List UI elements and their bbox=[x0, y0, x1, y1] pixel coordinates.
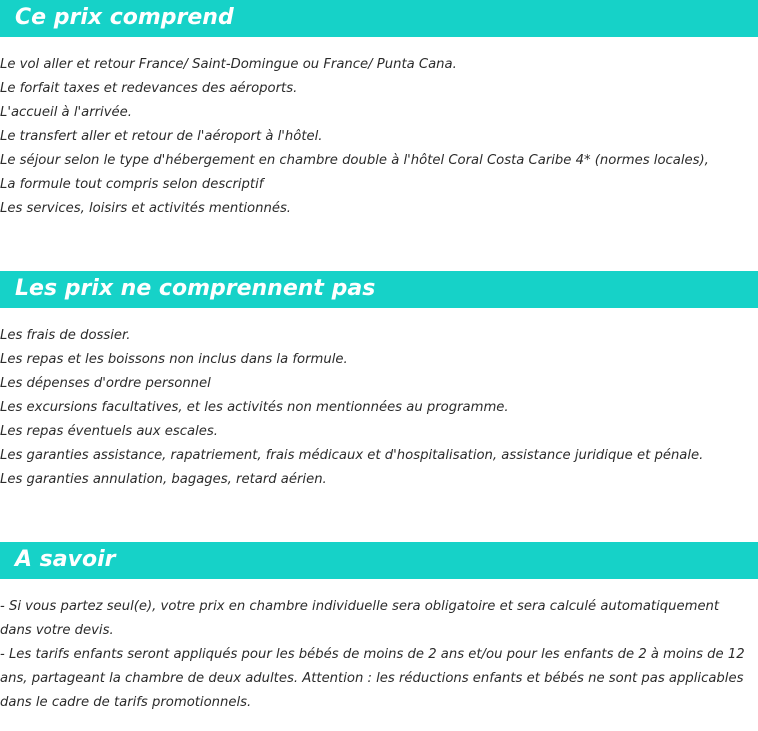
list-item: Les dépenses d'ordre personnel bbox=[0, 376, 211, 391]
list-item: Le séjour selon le type d'hébergement en chambre double à l'hôtel Coral Costa Caribe 4* (normes locales), bbox=[0, 153, 709, 168]
list-item: Le transfert aller et retour de l'aéroport à l'hôtel. bbox=[0, 129, 323, 144]
excluded-header bbox=[0, 271, 758, 308]
list-item: Les excursions facultatives, et les activités non mentionnées au programme. bbox=[0, 400, 509, 415]
list-item: Les frais de dossier. bbox=[0, 328, 131, 343]
list-item: Le vol aller et retour France/ Saint-Domingue ou France/ Punta Cana. bbox=[0, 57, 457, 72]
good-to-know-title: A savoir bbox=[15, 547, 116, 572]
note-paragraph: - Si vous partez seul(e), votre prix en chambre individuelle sera obligatoire et sera calculé automatiquement dans votre devis. bbox=[0, 599, 720, 638]
list-item: L'accueil à l'arrivée. bbox=[0, 105, 132, 120]
good-to-know-section bbox=[0, 542, 758, 710]
excluded-title: Les prix ne comprennent pas bbox=[15, 276, 376, 301]
list-item: Les services, loisirs et activités mentionnés. bbox=[0, 201, 292, 216]
note-paragraph: - Les tarifs enfants seront appliqués pour les bébés de moins de 2 ans et/ou pour les enfants de 2 à moins de 12 ans, partageant la chambre de deux adultes. Attention : les réductions enfants et bébés ne sont pas applicables dans le cadre de tarifs promotionnels. bbox=[0, 647, 745, 710]
list-item: Les repas éventuels aux escales. bbox=[0, 424, 218, 439]
good-to-know-body bbox=[0, 595, 750, 715]
excluded-section bbox=[0, 271, 758, 487]
included-title: Ce prix comprend bbox=[15, 5, 234, 30]
included-header bbox=[0, 0, 758, 37]
list-item: La formule tout compris selon descriptif bbox=[0, 177, 264, 192]
list-item: Les garanties assistance, rapatriement, frais médicaux et d'hospitalisation, assistance juridique et pénale. bbox=[0, 448, 704, 463]
excluded-list bbox=[0, 324, 750, 492]
good-to-know-header bbox=[0, 542, 758, 579]
included-list bbox=[0, 53, 750, 221]
list-item: Les repas et les boissons non inclus dans la formule. bbox=[0, 352, 348, 367]
list-item: Le forfait taxes et redevances des aéroports. bbox=[0, 81, 298, 96]
list-item: Les garanties annulation, bagages, retard aérien. bbox=[0, 472, 327, 487]
included-section bbox=[0, 0, 758, 216]
